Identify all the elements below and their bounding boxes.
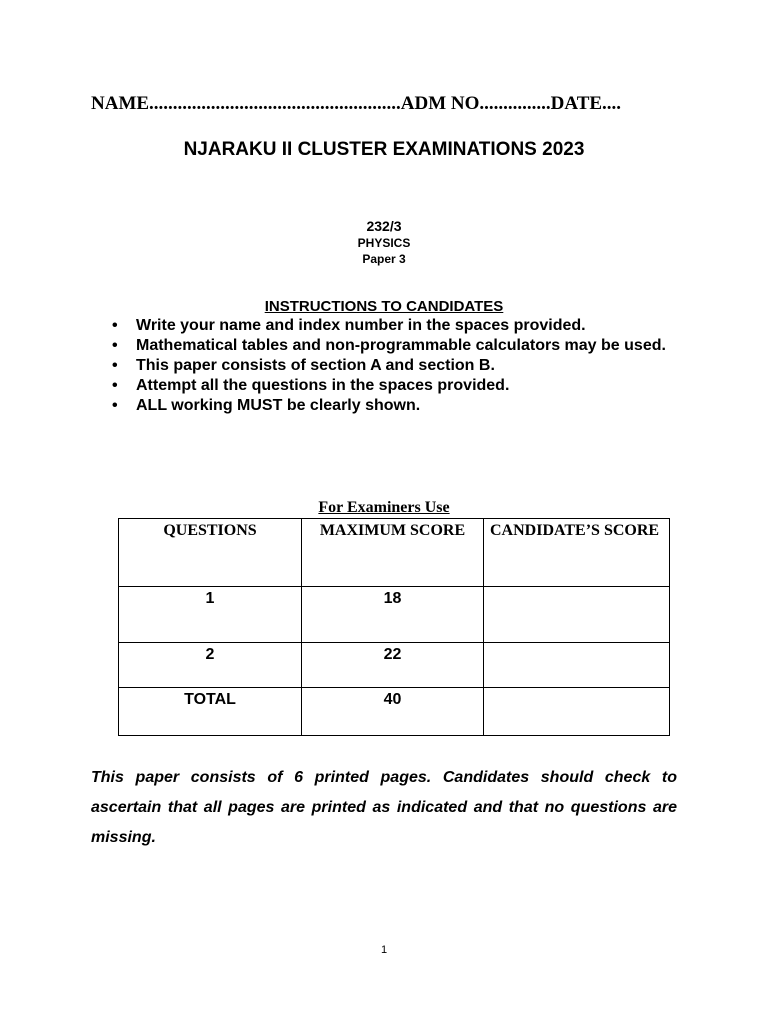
- column-header-candidate-score: CANDIDATE’S SCORE: [484, 519, 670, 587]
- page-number: 1: [380, 944, 388, 956]
- list-item: [112, 356, 672, 376]
- candidate-details-line: NAME.....................................................ADM NO...............DATE....: [91, 93, 622, 114]
- instruction-text: Write your name and index number in the spaces provided.: [136, 317, 586, 334]
- column-header-max-score: MAXIMUM SCORE: [302, 519, 484, 587]
- examiner-use-heading: For Examiners Use: [318, 499, 450, 516]
- instruction-text: This paper consists of section A and section B.: [136, 357, 495, 374]
- instruction-text: Mathematical tables and non-programmable calculators may be used.: [136, 337, 666, 354]
- max-score-cell: 22: [302, 643, 484, 688]
- total-label-cell: TOTAL: [119, 688, 302, 736]
- question-cell: 2: [119, 643, 302, 688]
- instructions-heading: INSTRUCTIONS TO CANDIDATES: [264, 298, 504, 315]
- paper-code: 232/3: [366, 218, 402, 234]
- list-item: [112, 376, 672, 396]
- table-row: [119, 643, 670, 688]
- column-header-questions: QUESTIONS: [119, 519, 302, 587]
- bullet-icon: •: [112, 377, 118, 394]
- bullet-icon: •: [112, 317, 118, 334]
- total-candidate-score-cell[interactable]: [484, 688, 670, 736]
- bullet-icon: •: [112, 357, 118, 374]
- paper-number: Paper 3: [362, 252, 406, 266]
- table-row: [119, 587, 670, 643]
- bullet-icon: •: [112, 337, 118, 354]
- table-row: [119, 688, 670, 736]
- table-header-row: [119, 519, 670, 587]
- instructions-list: [112, 316, 672, 416]
- printed-pages-notice: This paper consists of 6 printed pages. Candidates should check to ascertain that all pages are printed as indicated and that no questions are missing.: [91, 769, 677, 846]
- candidate-score-cell[interactable]: [484, 643, 670, 688]
- list-item: [112, 336, 672, 356]
- total-max-score-cell: 40: [302, 688, 484, 736]
- bullet-icon: •: [112, 397, 118, 414]
- max-score-cell: 18: [302, 587, 484, 643]
- instruction-text: Attempt all the questions in the spaces provided.: [136, 377, 510, 394]
- candidate-score-cell[interactable]: [484, 587, 670, 643]
- list-item: [112, 316, 672, 336]
- list-item: [112, 396, 672, 416]
- question-cell: 1: [119, 587, 302, 643]
- exam-title: NJARAKU II CLUSTER EXAMINATIONS 2023: [183, 139, 585, 160]
- score-table: [118, 518, 670, 736]
- subject-name: PHYSICS: [357, 236, 411, 250]
- instruction-text: ALL working MUST be clearly shown.: [136, 397, 421, 414]
